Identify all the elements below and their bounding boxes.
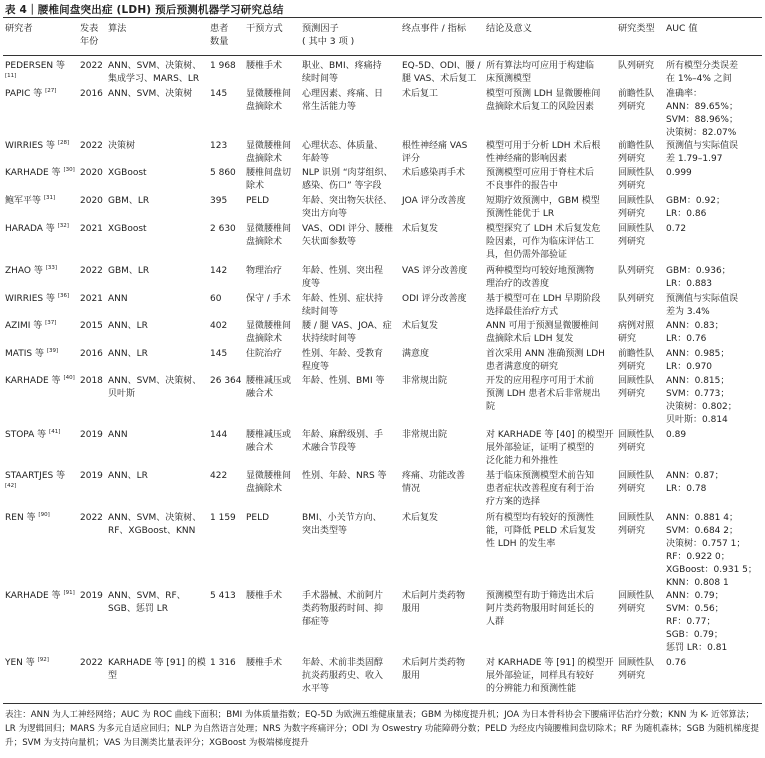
cell-endpoint: ODI 评分改善度 — [402, 294, 467, 304]
researcher-name: KARHADE 等 — [5, 591, 61, 601]
cell-endpoint: 术后感染再手术 — [402, 168, 466, 178]
cell-researcher — [5, 88, 79, 101]
reference-number: [36] — [57, 293, 70, 299]
table-note: 表注：ANN 为人工神经网络；AUC 为 ROC 曲线下面积；BMI 为体质量指数；EQ-5D 为欧洲五维健康量表；GBM 为梯度提升机；JOA 为日本骨科协会下腰痛评估治疗分数；KNN 为 K- 近邻算法；LR 为逻辑回归；MARS 为多元自适应回归；NLP 为自然语言处理；NRS 为数字疼痛评分；ODI 为 Oswestry 功能障碍分数；PELD 为经皮内镜腰椎间盘切除术；RF 为随机森林；SGB 为随机梯度提升；SVM 为支持向量机；VAS 为目测类比量表评分；XGBoost 为极端梯度提升 — [5, 710, 759, 748]
cell-conclusion: 预测模型有助于筛选出术后 阿片类药物服用时间延长的 人群 — [486, 591, 595, 627]
cell-predictors: NLP 识别 “肉芽组织、 感染、伤口” 等字段 — [302, 168, 393, 191]
cell-algorithm: ANN — [108, 294, 128, 304]
cell-researcher — [5, 265, 79, 278]
cell-algorithm: XGBoost — [108, 224, 147, 234]
cell-algorithm: ANN、SVM、RF、 SGB、惩罚 LR — [108, 591, 186, 614]
cell-auc: 准确率： ANN：89.65%； SVM：88.96%； 决策树：82.07% — [666, 89, 738, 138]
cell-year: 2022 — [80, 266, 103, 276]
researcher-name: ZHAO 等 — [5, 266, 43, 276]
cell-auc: 0.999 — [666, 168, 692, 178]
cell-endpoint: VAS 评分改善度 — [402, 266, 468, 276]
reference-number: [39] — [46, 348, 59, 354]
cell-predictors: 职业、BMI、疼痛持 续时间等 — [302, 61, 382, 84]
cell-algorithm: ANN、LR — [108, 349, 148, 359]
researcher-name: REN 等 — [5, 513, 36, 523]
cell-conclusion: 所有模型均有较好的预测性 能，可降低 PELD 术后复发 性 LDH 的发生率 — [486, 513, 596, 549]
cell-year: 2018 — [80, 376, 103, 386]
cell-patients: 395 — [210, 196, 228, 206]
cell-study-type: 回顾性队 列研究 — [618, 430, 655, 453]
cell-auc: 所有模型分类误差 在 1%–4% 之间 — [666, 61, 739, 84]
cell-auc: GBM：0.936； LR：0.883 — [666, 266, 731, 289]
cell-intervention: 住院治疗 — [246, 349, 283, 359]
cell-study-type: 回顾性队 列研究 — [618, 513, 655, 536]
cell-patients: 402 — [210, 321, 228, 331]
cell-conclusion: 首次采用 ANN 准确预测 LDH 患者满意度的研究 — [486, 349, 605, 372]
header-predictors: 预测因子 ( 其中 3 项 ) — [302, 23, 355, 47]
cell-endpoint: 根性神经痛 VAS 评分 — [402, 141, 468, 164]
cell-endpoint: 术后复发 — [402, 224, 439, 234]
cell-researcher — [5, 512, 79, 525]
header-patients: 患者 数量 — [210, 23, 229, 47]
cell-year: 2019 — [80, 591, 103, 601]
cell-conclusion: ANN 可用于预测显微腰椎间 盘摘除术后 LDH 复发 — [486, 321, 599, 344]
top-rule — [3, 17, 762, 18]
cell-patients: 144 — [210, 430, 228, 440]
cell-auc: ANN：0.881 4； SVM：0.684 2； 决策树：0.757 1； RF：0.922 0； XGBoost：0.931 5； KNN：0.808 1 — [666, 513, 757, 588]
researcher-name: AZIMI 等 — [5, 321, 43, 331]
cell-auc: 预测值与实际值误 差 1.79–1.97 — [666, 141, 739, 164]
cell-auc: 0.76 — [666, 658, 687, 668]
cell-predictors: 手术器械、术前阿片 类药物服药时间、抑 郁症等 — [302, 591, 384, 627]
cell-study-type: 队列研究 — [618, 61, 655, 71]
cell-patients: 60 — [210, 294, 222, 304]
cell-study-type: 回顾性队 列研究 — [618, 376, 655, 399]
cell-predictors: 性别、年龄、NRS 等 — [302, 471, 387, 481]
cell-patients: 5 860 — [210, 168, 236, 178]
header-intervention: 干预方式 — [246, 23, 283, 34]
cell-patients: 26 364 — [210, 376, 242, 386]
cell-patients: 123 — [210, 141, 228, 151]
cell-predictors: VAS、ODI 评分、腰椎 矢状面参数等 — [302, 224, 393, 247]
header-auc: AUC 值 — [666, 23, 698, 34]
header-study-type: 研究类型 — [618, 23, 655, 34]
bottom-rule — [3, 703, 762, 704]
cell-predictors: BMI、小关节方向、 突出类型等 — [302, 513, 382, 536]
cell-algorithm: ANN、SVM、决策树、 RF、XGBoost、KNN — [108, 513, 202, 536]
cell-year: 2022 — [80, 61, 103, 71]
cell-conclusion: 模型探究了 LDH 术后复发危 险因素，可作为临床评估工 具，但仍需外部验证 — [486, 224, 601, 260]
cell-predictors: 心理因素、疼痛、日 常生活能力等 — [302, 89, 384, 112]
cell-algorithm: ANN、SVM、决策树、 集成学习、MARS、LR — [108, 61, 202, 84]
cell-year: 2019 — [80, 430, 103, 440]
cell-intervention: 显微腰椎间 盘摘除术 — [246, 471, 292, 494]
cell-intervention: PELD — [246, 513, 270, 523]
researcher-name: YEN 等 — [5, 658, 35, 668]
cell-study-type: 回顾性队 列研究 — [618, 224, 655, 247]
cell-year: 2022 — [80, 658, 103, 668]
reference-number: [31] — [43, 195, 56, 201]
cell-year: 2020 — [80, 168, 103, 178]
cell-year: 2016 — [80, 349, 103, 359]
cell-conclusion: 对 KARHADE 等 [91] 的模型开 展外部验证，同样具有较好 的分辨能力和预测性能 — [486, 658, 614, 694]
cell-conclusion: 所有算法均可应用于构建临 床预测模型 — [486, 61, 595, 84]
cell-auc: ANN：0.79； SVM：0.56； RF：0.77； SGB：0.79； 惩罚 LR：0.81 — [666, 591, 728, 653]
cell-endpoint: 非常规出院 — [402, 376, 448, 386]
cell-auc: 0.72 — [666, 224, 687, 234]
cell-conclusion: 短期疗效预测中，GBM 模型 预测性能优于 LR — [486, 196, 600, 219]
cell-year: 2021 — [80, 294, 103, 304]
cell-endpoint: 术后复工 — [402, 89, 439, 99]
header-algorithm: 算法 — [108, 23, 127, 34]
header-conclusion: 结论及意义 — [486, 23, 532, 34]
cell-researcher — [5, 375, 79, 388]
cell-patients: 142 — [210, 266, 228, 276]
cell-auc: 0.89 — [666, 430, 687, 440]
cell-patients: 5 413 — [210, 591, 236, 601]
cell-endpoint: 疼痛、功能改善 情况 — [402, 471, 466, 494]
cell-endpoint: JOA 评分改善度 — [402, 196, 466, 206]
cell-predictors: 年龄、麻醉级别、手 术融合节段等 — [302, 430, 384, 453]
cell-conclusion: 模型可用于分析 LDH 术后根 性神经痛的影响因素 — [486, 141, 601, 164]
cell-researcher — [5, 429, 79, 442]
researcher-name: PAPIC 等 — [5, 89, 43, 99]
reference-number: [11] — [5, 73, 17, 79]
cell-algorithm: ANN — [108, 430, 128, 440]
cell-researcher — [5, 60, 79, 86]
cell-endpoint: 术后阿片类药物 服用 — [402, 591, 466, 614]
cell-researcher — [5, 348, 79, 361]
cell-conclusion: 模型可预测 LDH 显微腰椎间 盘摘除术后复工的风险因素 — [486, 89, 601, 112]
cell-study-type: 队列研究 — [618, 266, 655, 276]
reference-number: [32] — [57, 223, 69, 229]
header-endpoint: 终点事件 / 指标 — [402, 23, 467, 34]
cell-study-type: 回顾性队 列研究 — [618, 168, 655, 191]
cell-year: 2015 — [80, 321, 103, 331]
reference-number: [91] — [63, 590, 75, 596]
cell-researcher — [5, 223, 79, 236]
cell-researcher — [5, 195, 79, 208]
cell-auc: ANN：0.87； LR：0.78 — [666, 471, 724, 494]
reference-number: [40] — [63, 375, 75, 381]
reference-number: [42] — [5, 483, 17, 489]
cell-predictors: 腰 / 腿 VAS、JOA、症 状持续时间等 — [302, 321, 392, 344]
cell-algorithm: GBM、LR — [108, 196, 150, 206]
researcher-name: WIRRIES 等 — [5, 294, 55, 304]
cell-year: 2019 — [80, 471, 103, 481]
researcher-name: MATIS 等 — [5, 349, 44, 359]
cell-algorithm: XGBoost — [108, 168, 147, 178]
cell-endpoint: 术后阿片类药物 服用 — [402, 658, 466, 681]
cell-patients: 1 316 — [210, 658, 236, 668]
cell-predictors: 年龄、性别、突出程 度等 — [302, 266, 384, 289]
cell-researcher — [5, 293, 79, 306]
cell-algorithm: ANN、LR — [108, 321, 148, 331]
cell-endpoint: 术后复发 — [402, 513, 439, 523]
cell-predictors: 年龄、术前非类固醇 抗炎药服药史、收入 水平等 — [302, 658, 384, 694]
researcher-name: WIRRIES 等 — [5, 141, 55, 151]
cell-conclusion: 开发的应用程序可用于术前 预测 LDH 患者术后非常规出 院 — [486, 376, 601, 412]
researcher-name: HARADA 等 — [5, 224, 55, 234]
header-year: 发表 年份 — [80, 23, 99, 47]
cell-researcher — [5, 657, 79, 670]
cell-study-type: 回顾性队 列研究 — [618, 196, 655, 219]
cell-study-type: 回顾性队 列研究 — [618, 471, 655, 494]
cell-intervention: 腰椎间盘切 除术 — [246, 168, 292, 191]
cell-intervention: PELD — [246, 196, 270, 206]
cell-auc: ANN：0.83； LR：0.76 — [666, 321, 724, 344]
cell-algorithm: ANN、SVM、决策树、 贝叶斯 — [108, 376, 202, 399]
cell-year: 2021 — [80, 224, 103, 234]
cell-intervention: 物理治疗 — [246, 266, 283, 276]
cell-auc: ANN：0.985； LR：0.970 — [666, 349, 730, 372]
cell-intervention: 腰椎减压或 融合术 — [246, 430, 292, 453]
cell-study-type: 前瞻性队 列研究 — [618, 141, 655, 164]
cell-predictors: 年龄、性别、症状持 续时间等 — [302, 294, 384, 317]
cell-year: 2016 — [80, 89, 103, 99]
cell-patients: 145 — [210, 349, 228, 359]
cell-researcher — [5, 470, 79, 496]
cell-study-type: 回顾性队 列研究 — [618, 591, 655, 614]
reference-number: [37] — [45, 320, 57, 326]
cell-patients: 1 968 — [210, 61, 236, 71]
researcher-name: STAARTJES 等 — [5, 471, 66, 481]
cell-predictors: 年龄、性别、BMI 等 — [302, 376, 385, 386]
reference-number: [27] — [45, 88, 57, 94]
cell-predictors: 年龄、突出物矢状径、 突出方向等 — [302, 196, 393, 219]
header-rule — [3, 55, 762, 56]
cell-intervention: 腰椎减压或 融合术 — [246, 376, 292, 399]
cell-algorithm: GBM、LR — [108, 266, 150, 276]
cell-study-type: 队列研究 — [618, 294, 655, 304]
cell-intervention: 腰椎手术 — [246, 61, 283, 71]
reference-number: [41] — [49, 429, 61, 435]
researcher-name: PEDERSEN 等 — [5, 61, 65, 71]
cell-intervention: 显微腰椎间 盘摘除术 — [246, 224, 292, 247]
cell-intervention: 显微腰椎间 盘摘除术 — [246, 141, 292, 164]
cell-patients: 422 — [210, 471, 228, 481]
cell-endpoint: 术后复发 — [402, 321, 439, 331]
cell-patients: 145 — [210, 89, 228, 99]
cell-intervention: 显微腰椎间 盘摘除术 — [246, 321, 292, 344]
cell-intervention: 腰椎手术 — [246, 658, 283, 668]
cell-researcher — [5, 320, 79, 333]
cell-algorithm: ANN、SVM、决策树 — [108, 89, 193, 99]
cell-algorithm: ANN、LR — [108, 471, 148, 481]
cell-researcher — [5, 167, 79, 180]
cell-researcher — [5, 590, 79, 603]
cell-endpoint: 非常规出院 — [402, 430, 448, 440]
cell-endpoint: EQ-5D、ODI、腰 / 腿 VAS、术后复工 — [402, 61, 481, 84]
cell-conclusion: 基于模型可在 LDH 早期阶段 选择最佳治疗方式 — [486, 294, 601, 317]
cell-conclusion: 预测模型可应用于脊柱术后 不良事件的报告中 — [486, 168, 595, 191]
researcher-name: 鲍军平等 — [5, 196, 42, 206]
cell-study-type: 回顾性队 列研究 — [618, 658, 655, 681]
researcher-name: STOPA 等 — [5, 430, 47, 440]
reference-number: [92] — [37, 657, 49, 663]
cell-intervention: 腰椎手术 — [246, 591, 283, 601]
cell-year: 2020 — [80, 196, 103, 206]
header-researcher: 研究者 — [5, 23, 33, 34]
cell-study-type: 病例对照 研究 — [618, 321, 655, 344]
table-caption: 表 4｜腰椎间盘突出症 (LDH) 预后预测机器学习研究总结 — [5, 4, 284, 16]
cell-predictors: 心理状态、体质量、 年龄等 — [302, 141, 384, 164]
cell-intervention: 显微腰椎间 盘摘除术 — [246, 89, 292, 112]
researcher-name: KARHADE 等 — [5, 376, 61, 386]
reference-number: [90] — [38, 512, 50, 518]
reference-number: [30] — [63, 167, 75, 173]
cell-patients: 1 159 — [210, 513, 236, 523]
cell-auc: ANN：0.815； SVM：0.773； 决策树：0.802； 贝叶斯：0.814 — [666, 376, 737, 425]
cell-year: 2022 — [80, 141, 103, 151]
reference-number: [28] — [57, 140, 70, 146]
cell-patients: 2 630 — [210, 224, 236, 234]
cell-conclusion: 两种模型均可较好地预测物 理治疗的改善度 — [486, 266, 595, 289]
cell-endpoint: 满意度 — [402, 349, 430, 359]
researcher-name: KARHADE 等 — [5, 168, 61, 178]
cell-study-type: 前瞻性队 列研究 — [618, 89, 655, 112]
cell-study-type: 前瞻性队 列研究 — [618, 349, 655, 372]
cell-conclusion: 对 KARHADE 等 [40] 的模型开 展外部验证，证明了模型的 泛化能力和外推性 — [486, 430, 614, 466]
cell-algorithm: 决策树 — [108, 141, 136, 151]
cell-conclusion: 基于临床预测模型术前告知 患者症状改善程度有利于治 疗方案的选择 — [486, 471, 595, 507]
cell-auc: 预测值与实际值误 差为 3.4% — [666, 294, 739, 317]
cell-intervention: 保守 / 手术 — [246, 294, 291, 304]
cell-year: 2022 — [80, 513, 103, 523]
cell-auc: GBM：0.92； LR：0.86 — [666, 196, 725, 219]
cell-researcher — [5, 140, 79, 153]
cell-predictors: 性别、年龄、受教育 程度等 — [302, 349, 384, 372]
reference-number: [33] — [45, 265, 58, 271]
cell-algorithm: KARHADE 等 [91] 的模 型 — [108, 658, 206, 681]
